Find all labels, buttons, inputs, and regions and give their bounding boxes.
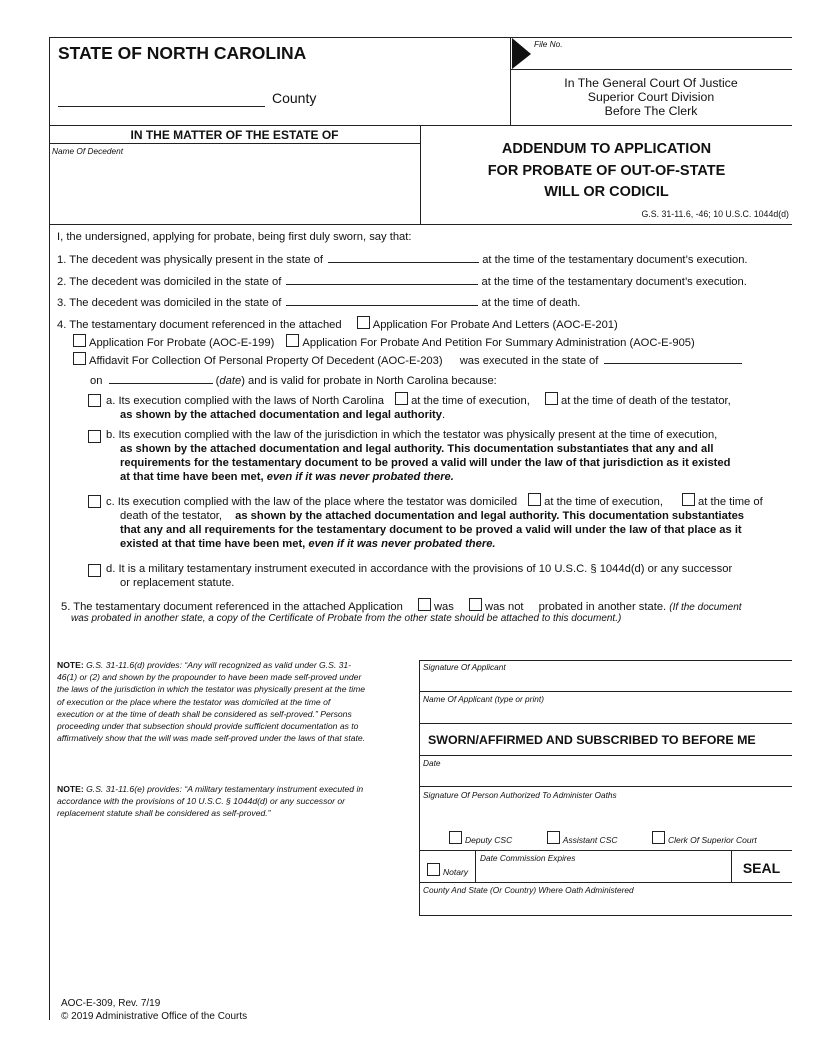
c-text: c. Its execution complied with the law of the place where the testator was domiciled [106, 496, 518, 508]
b-bold-3: requirements for the testamentary document to be proved a valid will under the law of that jurisdiction as it existed [120, 457, 731, 469]
a-bold-text: as shown by the attached documentation and legal authority [120, 409, 442, 421]
form-title-line-3: WILL OR CODICIL [544, 184, 669, 200]
c-bold-3: that any and all requirements for the testamentary document to be proved a valid will under the law of that place as it [120, 524, 742, 536]
date-field[interactable] [423, 770, 783, 784]
item3-text-a: 3. The decedent was domiciled in the state of [57, 297, 282, 309]
checkbox-a[interactable] [88, 394, 101, 407]
checkbox-clerk[interactable] [652, 831, 665, 844]
executed-in-text: was executed in the state of [459, 355, 599, 367]
item5-italic-1: (If the document [669, 602, 742, 613]
note1-text: G.S. 31-11.6(d) provides: “Any will recognized as valid under G.S. 31-46(1) or (2) and shown by the propounder to have been made self-proved under the laws of the jurisdiction in which the testator was physically present at the time of execution or the place where the testator was domiciled at the time of execution or at the time of death shall be considered as self-proved.” Persons proceeding under that subsection should provide sufficient documentation as to affirmatively show that the will was made self-proved under the laws of that state. [57, 660, 366, 744]
checkbox-notary[interactable] [427, 863, 440, 876]
checkbox-probate[interactable] [73, 334, 86, 347]
c-italic: even if it was never probated there. [308, 538, 496, 550]
option-summary: Application For Probate And Petition For Summary Administration (AOC-E-905) [302, 337, 695, 349]
a-text: a. Its execution complied with the laws of North Carolina [106, 395, 384, 407]
checkbox-summary[interactable] [286, 334, 299, 347]
commission-label: Date Commission Expires [480, 853, 576, 863]
option-letters: Application For Probate And Letters (AOC-E-201) [372, 319, 618, 331]
c-death-text-1: at the time of [698, 496, 763, 508]
state-title: STATE OF NORTH CAROLINA [58, 43, 307, 63]
file-no-field[interactable] [534, 50, 784, 66]
option-affidavit: Affidavit For Collection Of Personal Property Of Decedent (AOC-E-203) [89, 355, 443, 367]
file-no-label: File No. [534, 39, 563, 49]
name-applicant-label: Name Of Applicant (type or print) [423, 694, 544, 704]
form-number: AOC-E-309, Rev. 7/19 [61, 998, 161, 1009]
deputy-label: Deputy CSC [465, 835, 513, 845]
c-bold-1: as shown by the attached documentation and legal authority [235, 510, 557, 522]
a-exec-text: at the time of execution, [411, 395, 530, 407]
item1-state-field[interactable] [328, 251, 479, 263]
checkbox-deputy[interactable] [449, 831, 462, 844]
checkbox-c-exec[interactable] [528, 493, 541, 506]
intro-text: I, the undersigned, applying for probate, being first duly sworn, say that: [57, 231, 412, 243]
decedent-name-label: Name Of Decedent [52, 146, 124, 156]
was-text: was [433, 601, 454, 613]
sig-applicant-field[interactable] [423, 674, 783, 689]
item1-text-b: at the time of the testamentary document’s execution. [482, 254, 748, 266]
checkbox-b[interactable] [88, 430, 101, 443]
court-line-1: In The General Court Of Justice [564, 76, 738, 90]
note2-text: G.S. 31-11.6(e) provides: “A military testamentary instrument executed in accordance with the provisions of 10 U.S.C. § 1044d(d) or any successor or replacement statute shall be considered as self-proved.” [57, 784, 364, 819]
checkbox-assistant[interactable] [547, 831, 560, 844]
c-bold-4: existed at that time have been met, [120, 538, 306, 550]
executed-state-field[interactable] [604, 352, 742, 364]
checkbox-c[interactable] [88, 495, 101, 508]
notary-label: Notary [443, 867, 469, 877]
court-line-2: Superior Court Division [587, 90, 715, 104]
c-exec-text: at the time of execution, [544, 496, 663, 508]
commission-field[interactable] [480, 865, 725, 880]
checkbox-d[interactable] [88, 564, 101, 577]
item2-text-a: 2. The decedent was domiciled in the state of [57, 276, 282, 288]
form-title-line-2: FOR PROBATE OF OUT-OF-STATE [487, 162, 726, 179]
county-state-field[interactable] [423, 897, 783, 912]
on-label: on [90, 375, 103, 387]
was-not-text: was not [484, 601, 524, 613]
item2-text-b: at the time of the testamentary document’s execution. [481, 276, 747, 288]
court-line-3: Before The Clerk [604, 104, 698, 118]
item5-text-b: probated in another state. [538, 601, 667, 613]
statute-reference: G.S. 31-11.6, -46; 10 U.S.C. 1044d(d) [641, 209, 789, 219]
checkbox-was-not[interactable] [469, 598, 482, 611]
county-state-label: County And State (Or Country) Where Oath Administered [423, 885, 634, 895]
sig-applicant-label: Signature Of Applicant [423, 662, 506, 672]
option-probate: Application For Probate (AOC-E-199) [89, 337, 275, 349]
sig-person-field[interactable] [423, 802, 783, 822]
b-bold-2: . This documentation substantiates that any and all [441, 443, 714, 455]
date-word: date [219, 375, 242, 387]
item1-text-a: 1. The decedent was physically present in the state of [57, 254, 323, 266]
name-applicant-field[interactable] [423, 706, 783, 721]
execution-date-field[interactable] [109, 372, 213, 384]
item3-text-b: at the time of death. [481, 297, 581, 309]
d-text-2: or replacement statute. [120, 577, 235, 589]
estate-heading: IN THE MATTER OF THE ESTATE OF [130, 128, 339, 142]
note2-label: NOTE: [57, 784, 84, 794]
checkbox-c-death[interactable] [682, 493, 695, 506]
d-text-1: d. It is a military testamentary instrument executed in accordance with the provisions of 10 U.S.C. § 1044d(d) or any successor [106, 563, 733, 575]
note1-label: NOTE: [57, 660, 84, 670]
form-title-line-1: ADDENDUM TO APPLICATION [501, 141, 712, 157]
county-label: County [272, 90, 317, 106]
item4-text-a: 4. The testamentary document referenced in the attached [57, 319, 342, 331]
checkbox-a-exec[interactable] [395, 392, 408, 405]
sworn-heading: SWORN/AFFIRMED AND SUBSCRIBED TO BEFORE ME [428, 733, 756, 747]
b-italic: even if it was never probated there. [266, 471, 454, 483]
item3-state-field[interactable] [286, 294, 478, 306]
c-bold-2: . This documentation substantiates [556, 510, 745, 522]
decedent-name-field[interactable] [52, 160, 412, 220]
copyright: © 2019 Administrative Office of the Courts [61, 1011, 248, 1022]
item5-italic-2: was probated in another state, a copy of the Certificate of Probate from the other state should be attached to this document.) [71, 613, 622, 624]
b-text: b. Its execution complied with the law of the jurisdiction in which the testator was physically present at the time of execution, [106, 429, 718, 441]
c-death-text-2: death of the testator, [120, 510, 223, 522]
b-bold-1: as shown by the attached documentation and legal authority [120, 443, 442, 455]
checkbox-affidavit[interactable] [73, 352, 86, 365]
checkbox-a-death[interactable] [545, 392, 558, 405]
county-field[interactable] [58, 95, 265, 107]
assistant-label: Assistant CSC [562, 835, 618, 845]
sig-person-label: Signature Of Person Authorized To Administer Oaths [423, 790, 617, 800]
checkbox-letters[interactable] [357, 316, 370, 329]
item2-state-field[interactable] [286, 273, 478, 285]
clerk-label: Clerk Of Superior Court [667, 835, 757, 845]
item5-text-a: 5. The testamentary document referenced in the attached Application [61, 601, 403, 613]
seal-label: SEAL [742, 860, 781, 876]
checkbox-was[interactable] [418, 598, 431, 611]
valid-text: and is valid for probate in North Carolina because: [248, 375, 497, 387]
a-death-text: at the time of death of the testator, [560, 395, 731, 407]
file-arrow-icon [512, 38, 532, 70]
b-bold-4: at that time have been met, [120, 471, 264, 483]
date-label: Date [423, 758, 441, 768]
